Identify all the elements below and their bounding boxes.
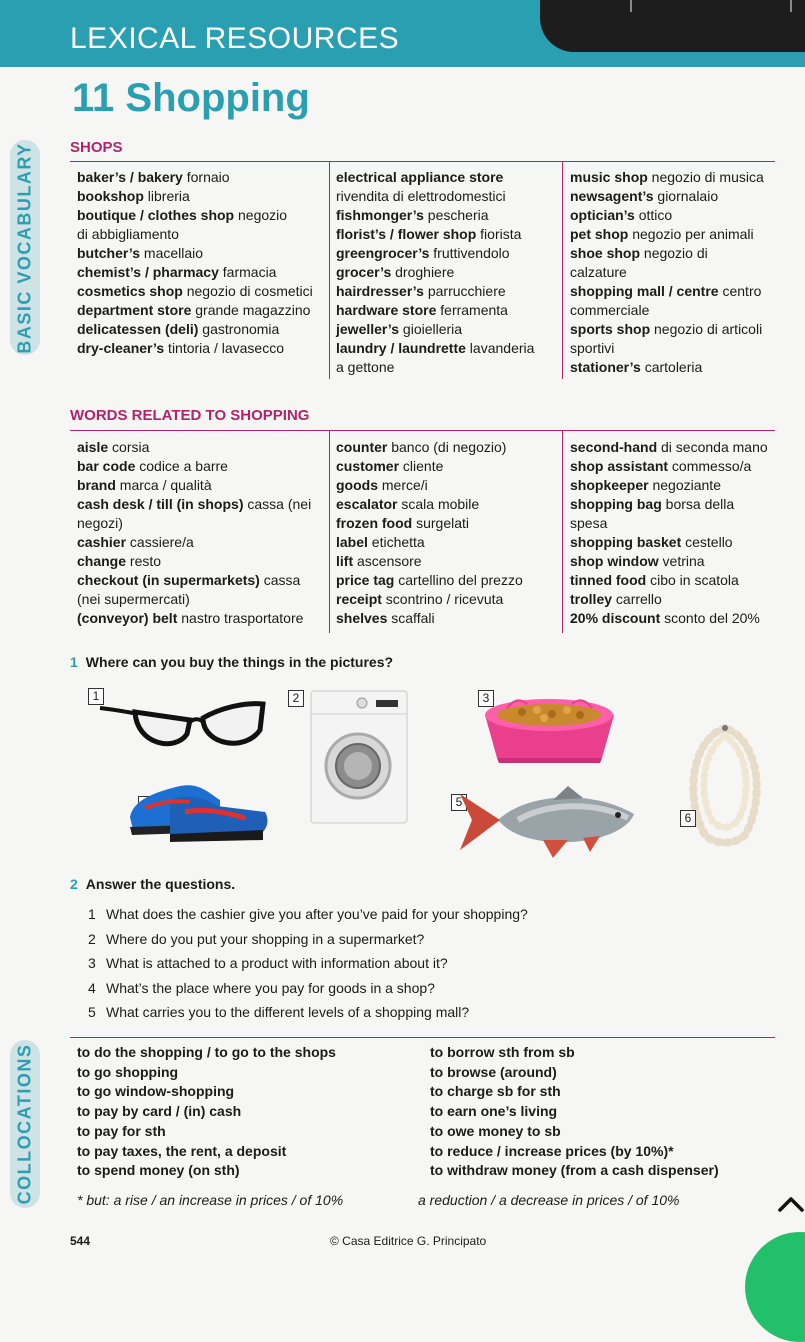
shops-column-1	[77, 168, 313, 358]
collocations-note-left: * but: a rise / an increase in prices / of 10%	[77, 1192, 344, 1208]
picture-label-3: 3	[478, 690, 494, 707]
vocab-translation: (nei supermercati)	[77, 591, 190, 607]
vocab-line	[570, 514, 768, 533]
words-heading: WORDS RELATED TO SHOPPING	[70, 407, 310, 424]
vocab-term: butcher’s	[77, 245, 141, 261]
vocab-term: aisle	[77, 439, 109, 455]
vocab-term: dry-cleaner’s	[77, 340, 165, 356]
vocab-term: shopkeeper	[570, 477, 649, 493]
vocab-line	[570, 282, 764, 301]
vocab-line	[336, 609, 523, 628]
vocab-translation: negozio	[234, 207, 288, 223]
vocab-term: hairdresser’s	[336, 283, 424, 299]
vocab-line	[77, 225, 313, 244]
vocab-term: price tag	[336, 572, 395, 588]
vocab-line	[336, 495, 523, 514]
vocab-line	[77, 339, 313, 358]
vocab-term: music shop	[570, 169, 648, 185]
vocab-term: sports shop	[570, 321, 651, 337]
vocab-term: shoe shop	[570, 245, 641, 261]
vocab-translation: macellaio	[140, 245, 204, 261]
vocab-line	[336, 533, 523, 552]
vocab-term: (conveyor) belt	[77, 610, 178, 626]
vocab-line	[77, 476, 311, 495]
vocab-translation: di abbigliamento	[77, 226, 179, 242]
words-column-2	[336, 438, 523, 628]
vocab-term: customer	[336, 458, 400, 474]
vocab-term: delicatessen (deli)	[77, 321, 199, 337]
collocation-item: to earn one’s living	[430, 1103, 558, 1120]
collocations-left	[77, 1043, 336, 1181]
collocation-item: to spend money (on sth)	[77, 1162, 240, 1179]
vocab-term: counter	[336, 439, 388, 455]
vocab-term: electrical appliance store	[336, 169, 504, 185]
vocab-translation: scaffali	[387, 610, 435, 626]
vocab-translation: commerciale	[570, 302, 650, 318]
glasses-icon	[95, 690, 270, 755]
vocab-term: label	[336, 534, 368, 550]
vocab-term: boutique / clothes shop	[77, 207, 235, 223]
shops-column-3	[570, 168, 764, 377]
vocab-line	[77, 206, 313, 225]
vocab-term: shop assistant	[570, 458, 669, 474]
vocab-line	[336, 339, 534, 358]
words-rule	[70, 430, 775, 431]
vocab-term: cashier	[77, 534, 127, 550]
vocab-line	[336, 282, 534, 301]
vocab-translation: negozio di musica	[647, 169, 764, 185]
collocations-rule	[70, 1037, 775, 1038]
vocab-line	[77, 590, 311, 609]
vocab-line	[336, 206, 534, 225]
vocab-line	[570, 320, 764, 339]
question-number: 3	[88, 955, 96, 971]
vocab-line	[570, 533, 768, 552]
vocab-translation: commesso/a	[668, 458, 752, 474]
column-divider	[562, 430, 563, 633]
question-text: What does the cashier give you after you’ve paid for your shopping?	[106, 906, 528, 922]
vocab-term: receipt	[336, 591, 382, 607]
vocab-line	[336, 301, 534, 320]
vocab-term: optician’s	[570, 207, 635, 223]
vocab-translation: scontrino / ricevuta	[381, 591, 504, 607]
vocab-translation: merce/i	[378, 477, 428, 493]
vocab-translation: vetrina	[658, 553, 705, 569]
collocation-item: to browse (around)	[430, 1063, 557, 1080]
vocab-translation: parrucchiere	[423, 283, 506, 299]
vocab-term: shelves	[336, 610, 388, 626]
vocab-line	[570, 339, 764, 358]
vocab-line	[570, 244, 764, 263]
vocab-term: shop window	[570, 553, 659, 569]
column-divider	[329, 430, 330, 633]
shops-column-2	[336, 168, 534, 377]
vocab-line	[336, 168, 534, 187]
vocab-term: cosmetics shop	[77, 283, 183, 299]
vocab-translation: cliente	[399, 458, 444, 474]
vocab-line	[570, 590, 768, 609]
vocab-translation: pescheria	[423, 207, 489, 223]
vocab-line	[336, 514, 523, 533]
collocation-item: to go shopping	[77, 1063, 179, 1080]
vocab-translation: di seconda mano	[657, 439, 768, 455]
vocab-translation: cestello	[681, 534, 733, 550]
vocab-term: shopping mall / centre	[570, 283, 719, 299]
vocab-line	[336, 244, 534, 263]
vocab-term: laundry / laundrette	[336, 340, 466, 356]
exercise-1-heading	[70, 654, 393, 670]
vocab-term: pet shop	[570, 226, 629, 242]
vocab-line	[77, 263, 313, 282]
vocab-line	[570, 206, 764, 225]
vocab-term: grocer’s	[336, 264, 392, 280]
vocab-term: bar code	[77, 458, 136, 474]
exercise-2-heading	[70, 876, 235, 892]
vocab-translation: negozio di	[640, 245, 708, 261]
collocations-note-right: a reduction / a decrease in prices / of 10%	[418, 1192, 680, 1208]
divider	[630, 0, 632, 12]
vocab-term: chemist’s / pharmacy	[77, 264, 219, 280]
vocab-translation: ottico	[634, 207, 673, 223]
header-bar	[0, 0, 805, 67]
vocab-line	[570, 552, 768, 571]
vocab-line	[570, 571, 768, 590]
floating-action-button[interactable]	[745, 1232, 805, 1342]
vocab-line	[77, 438, 311, 457]
picture-label-5: 5	[451, 794, 467, 811]
question-item	[88, 902, 528, 927]
words-column-1	[77, 438, 311, 628]
vocab-line	[336, 320, 534, 339]
vocab-translation: droghiere	[391, 264, 455, 280]
vocab-term: greengrocer’s	[336, 245, 430, 261]
vocab-translation: sportivi	[570, 340, 615, 356]
exercise-number: 1	[70, 654, 78, 670]
vocab-line	[336, 571, 523, 590]
vocab-translation: codice a barre	[135, 458, 228, 474]
collocation-item: to reduce / increase prices (by 10%)*	[430, 1142, 674, 1159]
question-text: What is attached to a product with information about it?	[106, 955, 448, 971]
page-title: 11 Shopping	[72, 76, 310, 120]
vocab-line	[77, 552, 311, 571]
vocab-translation: tintoria / lavasecco	[164, 340, 285, 356]
vocab-term: newsagent’s	[570, 188, 654, 204]
vocab-line	[336, 187, 534, 206]
question-text: What’s the place where you pay for goods in a shop?	[106, 979, 435, 996]
collocation-item: to borrow sth from sb	[430, 1044, 575, 1060]
vocab-term: bookshop	[77, 188, 144, 204]
vocab-line	[570, 495, 768, 514]
sidebar-basic-vocabulary	[10, 140, 40, 355]
vocab-line	[570, 457, 768, 476]
vocab-translation: negoziante	[648, 477, 721, 493]
collocation-item: to owe money to sb	[430, 1122, 561, 1139]
vocab-translation: negozio di cosmetici	[182, 283, 313, 299]
vocab-line	[570, 225, 764, 244]
vocab-translation: surgelati	[412, 515, 470, 531]
vocab-line	[77, 301, 313, 320]
vocab-translation: a gettone	[336, 359, 395, 375]
vocab-line	[570, 168, 764, 187]
vocab-line	[336, 476, 523, 495]
vocab-translation: ferramenta	[436, 302, 508, 318]
vocab-translation: cassa	[259, 572, 301, 588]
vocab-term: department store	[77, 302, 192, 318]
column-divider	[562, 161, 563, 379]
scroll-up-chevron-icon[interactable]	[778, 1196, 804, 1212]
vocab-term: escalator	[336, 496, 398, 512]
vocab-line	[336, 457, 523, 476]
pet-bowl-icon	[482, 690, 617, 765]
page-number: 544	[70, 1234, 91, 1248]
question-number: 5	[88, 1004, 96, 1020]
vocab-line	[77, 457, 311, 476]
vocab-line	[570, 358, 764, 377]
device-notch	[540, 0, 805, 52]
collocation-item: to do the shopping / to go to the shops	[77, 1044, 336, 1060]
vocab-translation: giornalaio	[653, 188, 719, 204]
sidebar-collocations	[10, 1040, 40, 1208]
question-item	[88, 976, 528, 1001]
vocab-term: lift	[336, 553, 354, 569]
vocab-term: second-hand	[570, 439, 658, 455]
washing-machine-icon	[310, 690, 408, 825]
sidebar-label: BASIC VOCABULARY	[14, 141, 35, 354]
vocab-translation: cartellino del prezzo	[394, 572, 523, 588]
vocab-term: brand	[77, 477, 116, 493]
collocations-right	[430, 1043, 719, 1181]
vocab-term: cash desk / till (in shops)	[77, 496, 244, 512]
vocab-translation: gastronomia	[198, 321, 280, 337]
vocab-line	[77, 533, 311, 552]
question-number: 2	[88, 930, 96, 947]
question-list	[88, 902, 528, 1025]
vocab-line	[570, 438, 768, 457]
question-number: 4	[88, 979, 96, 996]
vocab-translation: farmacia	[218, 264, 277, 280]
vocab-term: shopping basket	[570, 534, 682, 550]
collocation-item: to withdraw money (from a cash dispenser)	[430, 1162, 719, 1179]
vocab-translation: grande magazzino	[191, 302, 311, 318]
vocab-translation: lavanderia	[465, 340, 535, 356]
vocab-translation: negozi)	[77, 515, 123, 531]
exercise-number: 2	[70, 876, 78, 892]
shops-rule	[70, 161, 775, 162]
vocab-term: baker’s / bakery	[77, 169, 183, 185]
collocation-item: to pay by card / (in) cash	[77, 1103, 242, 1120]
vocab-term: frozen food	[336, 515, 413, 531]
vocab-line	[77, 282, 313, 301]
vocab-term: change	[77, 553, 127, 569]
vocab-translation: libreria	[143, 188, 190, 204]
vocab-line	[77, 609, 311, 628]
vocab-translation: resto	[126, 553, 162, 569]
vocab-translation: borsa della	[661, 496, 735, 512]
vocab-translation: cibo in scatola	[646, 572, 739, 588]
vocab-term: trolley	[570, 591, 613, 607]
vocab-translation: centro	[718, 283, 762, 299]
vocab-line	[336, 552, 523, 571]
vocab-term: jeweller’s	[336, 321, 400, 337]
vocab-translation: negozio per animali	[628, 226, 754, 242]
vocab-term: stationer’s	[570, 359, 641, 375]
section-label: LEXICAL RESOURCES	[70, 22, 400, 55]
collocation-item: to pay for sth	[77, 1122, 166, 1139]
picture-label-2: 2	[288, 690, 304, 707]
vocab-translation: fiorista	[476, 226, 522, 242]
shops-heading: SHOPS	[70, 139, 123, 156]
collocation-item: to go window-shopping	[77, 1083, 235, 1100]
collocation-item: to charge sb for sth	[430, 1083, 561, 1100]
vocab-translation: sconto del 20%	[660, 610, 760, 626]
column-divider	[329, 161, 330, 379]
pearl-necklace-icon	[680, 720, 770, 850]
vocab-term: goods	[336, 477, 378, 493]
vocab-line	[570, 609, 768, 628]
question-item	[88, 1000, 528, 1025]
vocab-line	[77, 495, 311, 514]
picture-label-6: 6	[680, 810, 696, 827]
vocab-term: hardware store	[336, 302, 437, 318]
vocab-term: tinned food	[570, 572, 647, 588]
exercise-prompt: Where can you buy the things in the pictures?	[85, 654, 394, 670]
vocab-line	[570, 187, 764, 206]
vocab-translation: marca / qualità	[115, 477, 212, 493]
vocab-translation: corsia	[108, 439, 150, 455]
vocab-translation: calzature	[570, 264, 627, 280]
vocab-translation: cartoleria	[640, 359, 703, 375]
vocab-translation: etichetta	[367, 534, 425, 550]
vocab-line	[77, 244, 313, 263]
vocab-line	[570, 476, 768, 495]
vocab-line	[336, 263, 534, 282]
vocab-line	[336, 438, 523, 457]
vocab-line	[77, 514, 311, 533]
vocab-term: 20% discount	[570, 610, 661, 626]
vocab-translation: fornaio	[182, 169, 230, 185]
vocab-translation: gioielleria	[399, 321, 463, 337]
trainers-icon	[125, 772, 270, 847]
vocab-translation: nastro trasportatore	[177, 610, 304, 626]
vocab-line	[77, 571, 311, 590]
question-item	[88, 927, 528, 952]
picture-label-1: 1	[88, 688, 104, 705]
vocab-translation: scala mobile	[397, 496, 480, 512]
exercise-prompt: Answer the questions.	[85, 876, 236, 892]
vocab-line	[77, 168, 313, 187]
vocab-translation: banco (di negozio)	[387, 439, 507, 455]
sidebar-label: COLLOCATIONS	[14, 1043, 35, 1205]
vocab-translation: ascensore	[353, 553, 422, 569]
vocab-line	[336, 225, 534, 244]
vocab-term: fishmonger’s	[336, 207, 424, 223]
vocab-translation: spesa	[570, 515, 608, 531]
vocab-term: shopping bag	[570, 496, 662, 512]
words-column-3	[570, 438, 768, 628]
vocab-term: checkout (in supermarkets)	[77, 572, 260, 588]
vocab-translation: negozio di articoli	[650, 321, 763, 337]
fish-icon	[458, 780, 638, 862]
vocab-line	[77, 187, 313, 206]
vocab-term: florist’s / flower shop	[336, 226, 477, 242]
vocab-line	[336, 358, 534, 377]
collocation-item: to pay taxes, the rent, a deposit	[77, 1142, 287, 1159]
vocab-line	[570, 263, 764, 282]
vocab-translation: fruttivendolo	[429, 245, 510, 261]
divider	[790, 0, 792, 12]
vocab-translation: cassa (nei	[243, 496, 312, 512]
question-text: Where do you put your shopping in a supermarket?	[106, 930, 425, 947]
question-item	[88, 951, 528, 976]
vocab-line	[336, 590, 523, 609]
question-number: 1	[88, 906, 96, 922]
vocab-translation: cassiere/a	[126, 534, 194, 550]
vocab-line	[570, 301, 764, 320]
copyright: © Casa Editrice G. Principato	[330, 1234, 487, 1248]
vocab-line	[77, 320, 313, 339]
vocab-translation: carrello	[612, 591, 662, 607]
vocab-translation: rivendita di elettrodomestici	[336, 188, 506, 204]
question-text: What carries you to the different levels of a shopping mall?	[106, 1004, 470, 1020]
